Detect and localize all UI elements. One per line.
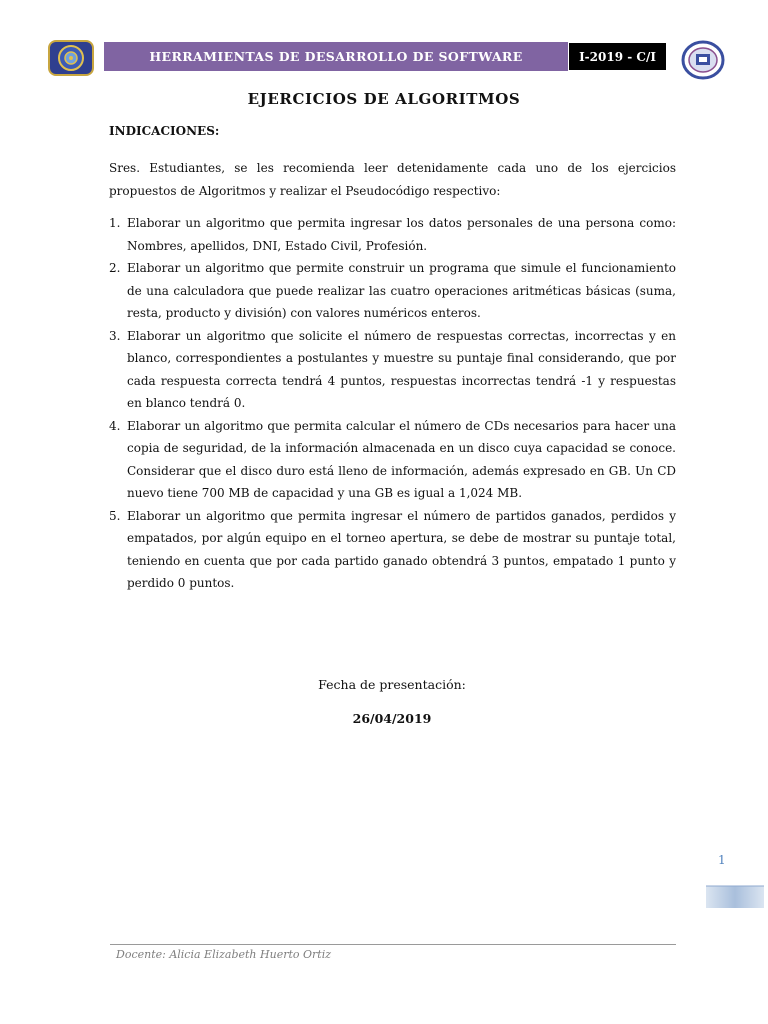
list-item <box>109 505 676 595</box>
footer-docente: Docente: Alicia Elizabeth Huerto Ortiz <box>116 948 332 961</box>
exercise-number: 3. <box>109 328 121 343</box>
intro-paragraph: Sres. Estudiantes, se les recomienda leer detenidamente cada uno de los ejercicios propuestos de Algoritmos y realizar el Pseudocódigo respectivo: <box>109 161 676 198</box>
faculty-seal-icon <box>680 40 726 80</box>
exercise-list <box>109 212 676 595</box>
list-item <box>109 325 676 415</box>
exercise-text: Elaborar un algoritmo que permita ingresar el número de partidos ganados, perdidos y empatados, por algún equipo en el torneo apertura, se debe de mostrar su puntaje total, teniendo en cuenta que por cada partido ganado obtendrá 3 puntos, empatado 1 punto y perdido 0 puntos. <box>127 508 676 590</box>
document-title: EJERCICIOS DE ALGORITMOS <box>247 90 521 108</box>
section-heading: INDICACIONES: <box>109 124 220 138</box>
list-item <box>109 212 676 257</box>
exercise-text: Elaborar un algoritmo que permita ingresar los datos personales de una persona como: Nombres, apellidos, DNI, Estado Civil, Profesión. <box>127 216 676 253</box>
page-number: 1 <box>718 853 726 867</box>
exercise-number: 5. <box>109 508 121 523</box>
due-date-value: 26/04/2019 <box>352 711 432 726</box>
due-date-label: Fecha de presentación: <box>318 677 466 692</box>
header-bar <box>104 42 568 71</box>
exercise-text: Elaborar un algoritmo que permite construir un programa que simule el funcionamiento de una calculadora que puede realizar las cuatro operaciones aritméticas básicas (suma, resta, producto y división) con valores numéricos enteros. <box>127 261 676 320</box>
university-seal-icon <box>48 40 94 76</box>
header-title: HERRAMIENTAS DE DESARROLLO DE SOFTWARE <box>149 49 523 64</box>
exercise-number: 1. <box>109 216 121 230</box>
exercise-text: Elaborar un algoritmo que permita calcular el número de CDs necesarios para hacer una copia de seguridad, de la información almacenada en un disco cuya capacidad se conoce. Considerar que el disco duro está lleno de información, además expresado en GB. Un CD nuevo tiene 700 MB de capacidad y una GB es igual a 1,024 MB. <box>127 418 676 500</box>
course-code: I-2019 - C/I <box>569 43 666 70</box>
exercise-text: Elaborar un algoritmo que solicite el número de respuestas correctas, incorrectas y en blanco, correspondientes a postulantes y muestre su puntaje final considerando, que por cada respuesta correcta tendrá 4 puntos, respuestas incorrectas tendrá -1 y respuestas en blanco tendrá 0. <box>127 328 676 410</box>
list-item <box>109 257 676 325</box>
footer-divider <box>110 944 676 945</box>
exercise-number: 4. <box>109 418 121 433</box>
exercise-number: 2. <box>109 261 121 275</box>
list-item <box>109 415 676 505</box>
page-tab-decoration <box>706 884 764 910</box>
